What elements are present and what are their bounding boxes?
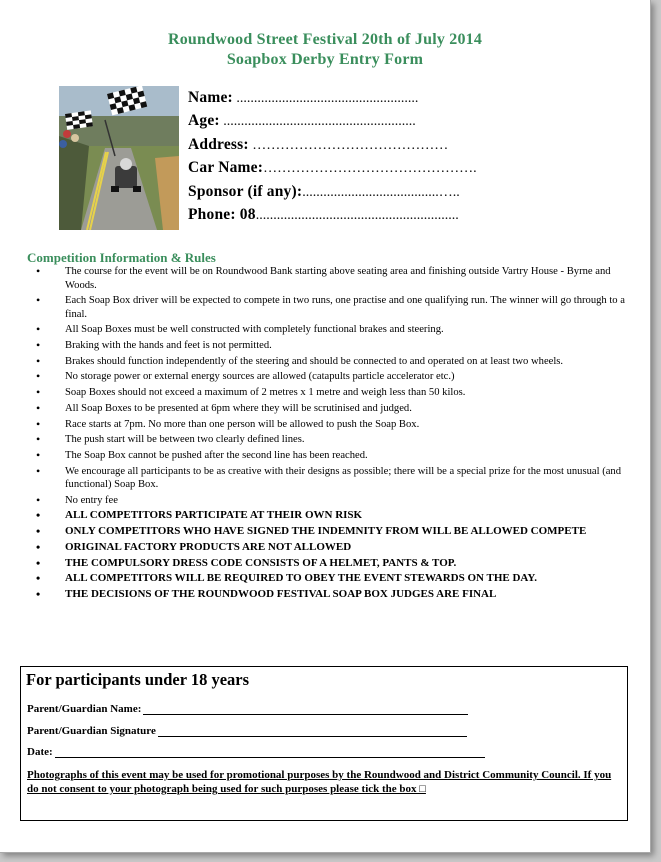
- date-line[interactable]: [55, 746, 485, 758]
- rule-item: • The Soap Box cannot be pushed after the second line has been reached.: [36, 449, 626, 463]
- parent-signature-row: [27, 725, 467, 737]
- rules-heading: Competition Information & Rules: [27, 250, 216, 265]
- form-title: Soapbox Derby Entry Form: [226, 51, 424, 68]
- date-label: Date:: [27, 746, 53, 758]
- name-field[interactable]: Name: ....................................................: [188, 89, 419, 106]
- address-field[interactable]: Address: ……………………………………: [188, 135, 449, 153]
- rule-item: • Braking with the hands and feet is not permitted.: [36, 339, 626, 353]
- rule-item-bold: • THE COMPULSORY DRESS CODE CONSISTS OF A HELMET, PANTS & TOP.: [36, 557, 626, 571]
- rule-item: • All Soap Boxes to be presented at 6pm where they will be scrutinised and judged.: [36, 402, 626, 416]
- rule-item: • Race starts at 7pm. No more than one person will be allowed to push the Soap Box.: [36, 418, 626, 432]
- rule-item-bold: • ORIGINAL FACTORY PRODUCTS ARE NOT ALLOWED: [36, 541, 626, 555]
- rule-item-bold: • ALL COMPETITORS PARTICIPATE AT THEIR OWN RISK: [36, 509, 626, 523]
- date-row: [27, 746, 485, 758]
- rule-item: • No storage power or external energy sources are allowed (catapults particle accelerator etc.): [36, 370, 626, 384]
- rule-item: • All Soap Boxes must be well constructed with completely functional brakes and steering.: [36, 323, 626, 337]
- rule-item: • Brakes should function independently of the steering and should be connected to and operated on at least two wheels.: [36, 355, 626, 369]
- soapbox-race-photo: [59, 86, 179, 230]
- rule-item: • Each Soap Box driver will be expected to compete in two runs, one practise and one qualifying run. The winner will go through to a final.: [36, 294, 626, 321]
- parent-name-row: [27, 703, 468, 715]
- entry-fields: [188, 86, 477, 226]
- rule-item: • No entry fee: [36, 494, 626, 508]
- photo-consent-note[interactable]: Photographs of this event may be used for promotional purposes by the Roundwood and District Community Council. If you do not consent to your photograph being used for such purposes please tick the box □: [27, 769, 612, 795]
- parent-signature-label: Parent/Guardian Signature: [27, 725, 156, 737]
- car-name-field[interactable]: Car Name:……………………………………….: [188, 159, 477, 177]
- phone-field[interactable]: Phone: 08..........................................................: [188, 205, 459, 223]
- rules-list: [36, 265, 626, 604]
- rule-item-bold: • ALL COMPETITORS WILL BE REQUIRED TO OBEY THE EVENT STEWARDS ON THE DAY.: [36, 572, 626, 586]
- rule-item: • The push start will be between two clearly defined lines.: [36, 433, 626, 447]
- rule-item: • We encourage all participants to be as creative with their designs as possible; there will be a special prize for the most unusual (and functional) Soap Box.: [36, 465, 626, 492]
- parent-name-label: Parent/Guardian Name:: [27, 703, 142, 715]
- parent-signature-line[interactable]: [158, 725, 467, 737]
- sponsor-field[interactable]: Sponsor (if any):.......................................…..: [188, 182, 460, 200]
- rule-item-bold: • THE DECISIONS OF THE ROUNDWOOD FESTIVAL SOAP BOX JUDGES ARE FINAL: [36, 588, 626, 602]
- rule-item-bold: • ONLY COMPETITORS WHO HAVE SIGNED THE INDEMNITY FROM WILL BE ALLOWED COMPETE: [36, 525, 626, 539]
- rule-item: • The course for the event will be on Roundwood Bank starting above seating area and finishing outside Vartry House - Byrne and Woods.: [36, 265, 626, 292]
- festival-title: Roundwood Street Festival 20th of July 2014: [167, 31, 483, 48]
- parent-name-line[interactable]: [143, 703, 468, 715]
- rule-item: • Soap Boxes should not exceed a maximum of 2 metres x 1 metre and weigh less than 50 kilos.: [36, 386, 626, 400]
- under-18-box: [20, 666, 628, 821]
- under-18-heading: For participants under 18 years: [26, 670, 250, 689]
- age-field[interactable]: Age: .......................................................: [188, 112, 416, 130]
